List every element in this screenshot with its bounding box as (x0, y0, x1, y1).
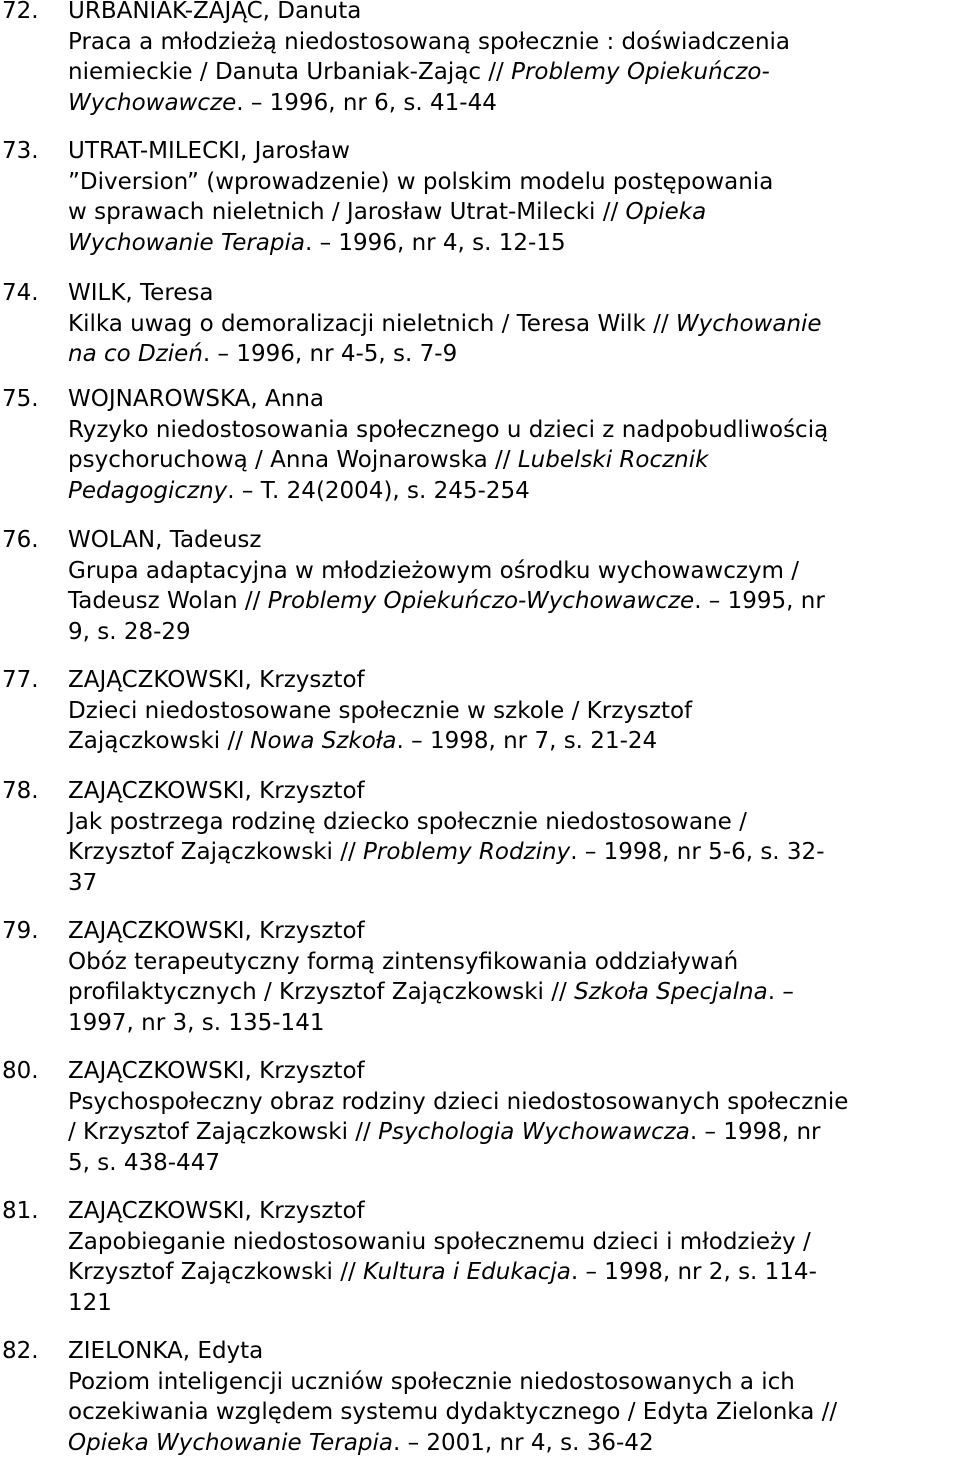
entry-text: Ryzyko niedostosowania społecznego u dzieci z nadpobudliwością (68, 416, 829, 443)
entry-text: . – T. 24(2004), s. 245-254 (227, 477, 530, 504)
entry-description-line (68, 167, 948, 198)
entry-text: profilaktycznych / Krzysztof Zajączkowski // (68, 979, 575, 1006)
entry-text: 5, s. 438-447 (68, 1149, 220, 1176)
entry-description-line (68, 1227, 948, 1258)
bibliography-entry (0, 1196, 948, 1318)
journal-title: na co Dzień (68, 341, 203, 368)
bibliography-entry (0, 278, 948, 370)
entry-description-line (68, 1288, 948, 1319)
entry-text: . – 1995, nr (694, 588, 825, 615)
entry-number: 82. (2, 1338, 39, 1364)
entry-author: ZAJĄCZKOWSKI, Krzysztof (68, 1058, 365, 1084)
entry-text: Praca a młodzieżą niedostosowaną społecznie : doświadczenia (68, 28, 791, 55)
entry-text: Obóz terapeutyczny formą zintensyfikowania oddziaływań (68, 948, 739, 975)
entry-text: Poziom inteligencji uczniów społecznie niedostosowanych a ich (68, 1368, 795, 1395)
entry-description-line (68, 977, 948, 1008)
entry-text: oczekiwania względem systemu dydaktycznego / Edyta Zielonka // (68, 1399, 838, 1426)
entry-description-line (68, 617, 948, 648)
journal-title: Pedagogiczny (68, 477, 228, 504)
entry-text: Kilka uwag o demoralizacji nieletnich / Teresa Wilk // (68, 310, 676, 337)
entry-text: 1997, nr 3, s. 135-141 (68, 1009, 325, 1036)
entry-author: URBANIAK-ZAJĄC, Danuta (68, 0, 362, 24)
entry-description-line (68, 556, 948, 587)
journal-title: Wychowanie (675, 310, 822, 337)
entry-text: w sprawach nieletnich / Jarosław Utrat-Milecki // (68, 199, 626, 226)
entry-text: Krzysztof Zajączkowski // (68, 1259, 364, 1286)
bibliography-entry (0, 136, 948, 258)
entry-text: psychoruchową / Anna Wojnarowska // (68, 447, 518, 474)
entry-text: 37 (68, 869, 98, 896)
journal-title: Psychologia Wychowawcza (378, 1119, 690, 1146)
entry-author: ZAJĄCZKOWSKI, Krzysztof (68, 667, 365, 693)
entry-description-line (68, 88, 948, 119)
entry-description-line (68, 415, 948, 446)
entry-number: 72. (2, 0, 39, 24)
entry-text: . – 1998, nr 7, s. 21-24 (396, 728, 658, 755)
journal-title: Wychowawcze (68, 89, 237, 116)
entry-text: ”Diversion” (wprowadzenie) w polskim modelu postępowania (68, 168, 774, 195)
entry-number: 77. (2, 667, 39, 693)
entry-description-line (68, 1257, 948, 1288)
journal-title: Problemy Opiekuńczo- (511, 59, 770, 86)
entry-author: ZAJĄCZKOWSKI, Krzysztof (68, 1198, 365, 1224)
bibliography-entry (0, 1056, 948, 1178)
entry-text: . – 1996, nr 4-5, s. 7-9 (202, 341, 458, 368)
bibliography-entry (0, 1336, 948, 1458)
entry-description-line (68, 27, 948, 58)
entry-number: 73. (2, 138, 39, 164)
entry-description-line (68, 197, 948, 228)
journal-title: Nowa Szkoła (250, 728, 397, 755)
entry-author: WOLAN, Tadeusz (68, 527, 262, 553)
entry-text: . – 1998, nr 2, s. 114- (570, 1259, 817, 1286)
entry-text: Grupa adaptacyjna w młodzieżowym ośrodku wychowawczym / (68, 557, 800, 584)
journal-title: Opieka Wychowanie Terapia (68, 1429, 393, 1456)
entry-number: 80. (2, 1058, 39, 1084)
entry-description-line (68, 837, 948, 868)
entry-text: 9, s. 28-29 (68, 618, 191, 645)
journal-title: Problemy Rodziny (363, 839, 571, 866)
entry-text: Dzieci niedostosowane społecznie w szkole / Krzysztof (68, 697, 693, 724)
entry-text: . – 2001, nr 4, s. 36-42 (392, 1429, 654, 1456)
entry-description-line (68, 309, 948, 340)
entry-description-line (68, 1008, 948, 1039)
bibliography-entry (0, 0, 948, 118)
entry-author: UTRAT-MILECKI, Jarosław (68, 138, 350, 164)
entry-description-line (68, 57, 948, 88)
entry-text: . – 1996, nr 4, s. 12-15 (304, 229, 566, 256)
bibliography-entry (0, 776, 948, 898)
entry-description-line (68, 726, 948, 757)
entry-text: Krzysztof Zajączkowski // (68, 839, 364, 866)
entry-text: . – 1996, nr 6, s. 41-44 (236, 89, 497, 116)
entry-description-line (68, 696, 948, 727)
entry-text: Jak postrzega rodzinę dziecko społecznie niedostosowane / (68, 808, 747, 835)
entry-number: 81. (2, 1198, 39, 1224)
entry-number: 75. (2, 386, 39, 412)
bibliography-entry (0, 665, 948, 757)
bibliography-entry (0, 384, 948, 506)
entry-description-line (68, 1117, 948, 1148)
journal-title: Kultura i Edukacja (363, 1259, 571, 1286)
entry-number: 74. (2, 280, 39, 306)
entry-number: 78. (2, 778, 39, 804)
entry-description-line (68, 947, 948, 978)
entry-text: . – (767, 979, 794, 1006)
entry-author: WOJNAROWSKA, Anna (68, 386, 325, 412)
bibliography-entry (0, 525, 948, 647)
entry-text: . – 1998, nr (689, 1119, 821, 1146)
entry-author: ZAJĄCZKOWSKI, Krzysztof (68, 778, 365, 804)
entry-description-line (68, 228, 948, 259)
journal-title: Opieka (625, 199, 707, 226)
journal-title: Problemy Opiekuńczo-Wychowawcze (267, 588, 695, 615)
entry-description-line (68, 1428, 948, 1459)
entry-author: ZAJĄCZKOWSKI, Krzysztof (68, 918, 365, 944)
entry-description-line (68, 1367, 948, 1398)
entry-description-line (68, 476, 948, 507)
entry-author: ZIELONKA, Edyta (68, 1338, 264, 1364)
entry-text: 121 (68, 1289, 112, 1316)
entry-text: Tadeusz Wolan // (68, 588, 268, 615)
entry-number: 76. (2, 527, 39, 553)
entry-description-line (68, 807, 948, 838)
entry-description-line (68, 1087, 948, 1118)
entry-number: 79. (2, 918, 39, 944)
entry-description-line (68, 868, 948, 899)
bibliography-entry (0, 916, 948, 1038)
entry-text: Zapobieganie niedostosowaniu społecznemu dzieci i młodzieży / (68, 1228, 811, 1255)
entry-text: Zajączkowski // (68, 728, 251, 755)
journal-title: Szkoła Specjalna (574, 979, 768, 1006)
entry-description-line (68, 1397, 948, 1428)
journal-title: Lubelski Rocznik (517, 447, 709, 474)
entry-author: WILK, Teresa (68, 280, 214, 306)
entry-description-line (68, 586, 948, 617)
journal-title: Wychowanie Terapia (68, 229, 305, 256)
entry-text: Psychospołeczny obraz rodziny dzieci niedostosowanych społecznie (68, 1088, 849, 1115)
entry-text: . – 1998, nr 5-6, s. 32- (570, 839, 825, 866)
entry-description-line (68, 1148, 948, 1179)
entry-description-line (68, 445, 948, 476)
entry-text: / Krzysztof Zajączkowski // (68, 1119, 379, 1146)
entry-text: niemieckie / Danuta Urbaniak-Zając // (68, 59, 512, 86)
entry-description-line (68, 339, 948, 370)
